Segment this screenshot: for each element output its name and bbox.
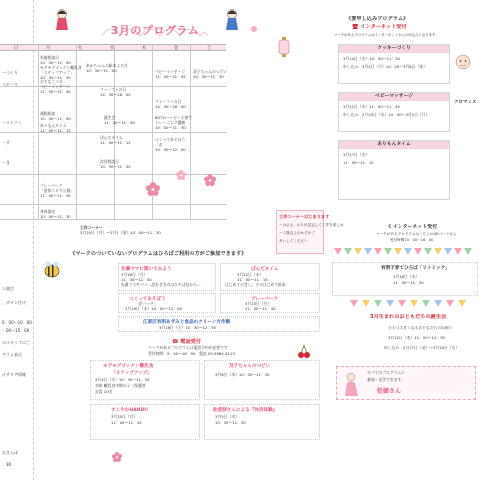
program-name: プレーパーク	[251, 297, 279, 302]
program-subname: 「ステップアップ」	[111, 371, 152, 376]
calendar-title: 3月のプログラム	[110, 24, 200, 37]
program-line: 3月19日（木）10：00～12：00	[125, 306, 182, 311]
program-card	[338, 44, 450, 84]
right-header: 《要申し込みプログラム》	[346, 16, 409, 22]
program-line: 「花パッチ」	[135, 301, 158, 306]
aroma-label: アロマミス	[454, 100, 477, 105]
program-card	[204, 360, 320, 400]
weekday-label: 水	[109, 46, 115, 51]
calendar-event: ぱんだタイム 11：00～11：15	[100, 135, 131, 145]
calendar-event: あかちゃんの絵本よろび 10：30～11：00	[86, 63, 128, 73]
calendar-event: 身体測定 10：00～11：30	[40, 209, 71, 219]
baby-icon	[452, 52, 474, 75]
right-subnote: マークがあるプログラムはインターネットからの申込みとなります	[334, 33, 436, 37]
card-title: ありもんタイム	[339, 141, 449, 149]
craft-corner-banner: 工作コーナー 3月20日（月）～27日（金）10：00～11：30	[80, 225, 161, 235]
program-name: モグモグゴックン離乳食	[103, 364, 154, 369]
calendar-event: 次回相談日 10：30～11：30	[100, 159, 131, 169]
double-chevron-icon: 《	[386, 224, 393, 230]
hina-doll-icon	[224, 8, 240, 30]
reservation-line: マークがあるプログラムは電話予約が必要です	[148, 345, 228, 350]
program-card	[118, 263, 216, 291]
card-title: ベビーマッサージ	[339, 93, 449, 101]
calendar-event: プレーパーク 「夏休くるり公園」 11：00～11：45	[40, 183, 75, 198]
calendar-event: 運動相談 10：00～11：00	[40, 111, 71, 121]
calendar-event: KOTOハッピー子育て トレーニング講座 10：00～11：30	[155, 115, 193, 130]
program-name: 江東区有明あずみと食品のクリーン方作戦	[143, 320, 231, 325]
reservation-title: ☎ 電話受付	[172, 339, 202, 345]
left-strip-line: ーづくり	[2, 70, 18, 75]
program-line: 11：00～11：45	[245, 306, 276, 311]
left-strip-line: おさんぽ	[2, 450, 18, 455]
calendar-event: おさなごパカ ベビーマッサージ 11：00～11：45	[40, 79, 71, 94]
birthday-title: 3月生まれのおともだちの誕生会	[370, 314, 447, 320]
program-name: 先輩ママに聞いてみよう	[121, 267, 172, 272]
program-card	[118, 316, 320, 332]
pregnant-box	[336, 366, 476, 400]
weekday-label: 木	[141, 46, 147, 51]
flower-icon	[204, 174, 216, 187]
left-strip-line: のスタッフにご	[2, 340, 30, 345]
internet-line: 受付時間10：00～16：00	[390, 238, 434, 242]
card-title: クッキーづくり	[339, 45, 449, 53]
library-card	[332, 262, 478, 296]
card-line: 3月10日（火）10：30～11：30	[343, 56, 400, 61]
program-line: 10：30～11：30	[215, 420, 246, 425]
flower-icon	[146, 182, 160, 197]
program-line: 先輩ママやパパ…話をききのはひろば見から…	[121, 282, 201, 287]
left-strip-line: ン遊び	[2, 286, 14, 291]
program-name: 双子ちゃんのつどい	[229, 364, 271, 369]
calendar-weekday-header	[0, 44, 226, 51]
flower-icon	[248, 24, 260, 34]
program-card	[338, 92, 450, 132]
left-strip-line: ベビーマ	[2, 82, 18, 87]
card-line: 3月18日（水）	[393, 274, 420, 279]
program-name: 助産師さんによる『沐浴体験』	[213, 408, 278, 413]
card-title: 有明子育てひろば「リトミック」	[381, 266, 450, 271]
program-card	[220, 293, 320, 313]
calendar-event: ファーファの日 14：30～16：00	[155, 99, 186, 109]
notice-line: ーはささ、のり付見定して工作を楽しめ	[279, 223, 344, 227]
notice-box	[276, 210, 344, 254]
internet-line: マークがあるプログラムはこちらのQRコードから	[376, 232, 457, 236]
left-strip-line: ーき	[2, 160, 10, 165]
calendar-event: つくってあそぼう 「お 10：00～12：00	[155, 137, 186, 152]
section-title: 《マークのついていないプログラムはひろばご利用の方がご参加できます》	[70, 251, 247, 257]
calendar-event: 誕生会 11：00～11：30	[104, 115, 135, 125]
calendar-grid	[0, 44, 226, 236]
program-line: 3月10日（月）	[111, 414, 138, 419]
card-line: 11：00～11：30	[393, 280, 424, 285]
weekday-label: 火	[77, 46, 83, 51]
left-strip-line: ：30	[2, 462, 12, 467]
phone-icon: ☎	[172, 339, 181, 345]
lantern-icon	[276, 36, 292, 59]
internet-header: 《 インターネット受付	[386, 224, 438, 230]
left-strip-line: けテリア情報	[2, 372, 26, 377]
left-strip-line: ：00～15：00	[2, 328, 30, 333]
right-column	[330, 0, 480, 480]
left-strip-line: グラム表示	[2, 352, 22, 357]
notice-line: あいしてください	[279, 239, 308, 243]
program-card	[220, 263, 320, 291]
calendar-event: 双子ちゃんのつどい 10：30～11：30	[193, 69, 228, 79]
pregnant-line: すべてのプログラムに	[367, 370, 405, 375]
left-strip-line: ーストツく	[2, 120, 22, 125]
calendar-title-bar	[100, 20, 210, 38]
program-card	[90, 404, 200, 440]
pregnant-line: 参加・見学できます。	[367, 377, 405, 382]
cherry-icon	[296, 344, 312, 361]
weekday-label: 金	[173, 46, 179, 51]
program-line: 11：00～11：45	[111, 420, 142, 425]
flower-icon	[112, 452, 122, 463]
program-line: 3月4日（火）10：30～11：30	[95, 377, 150, 382]
reservation-line: 受付時間：9：00～16：00 電話 03-5962-4113	[148, 351, 235, 356]
program-line: 11：00～11：15	[237, 277, 268, 282]
program-line: はじめてのきし、そのはじめて絵本	[225, 282, 286, 287]
card-line: 3月17日（火）	[343, 152, 370, 157]
weekday-label: 土	[206, 46, 212, 51]
program-line: 3月16日（月）	[121, 272, 148, 277]
program-name: つくってあそぼう	[129, 297, 166, 302]
birthday-line: 3月12日（木）11：00～11：30	[388, 336, 445, 340]
program-line: 3月12日（木）	[237, 272, 264, 277]
program-line: 11：30～12：00	[121, 277, 152, 282]
notice-line: ー３歳以上のかぞのご	[279, 231, 315, 235]
program-line: 対象 離乳食中期の子・保護者	[95, 383, 146, 388]
bunting-decoration	[330, 248, 480, 256]
right-subheader: 🖥 インターネット受付	[352, 24, 407, 30]
program-line: 3月6日（木）10：30～11：30	[215, 372, 270, 377]
weekday-label: 日	[13, 46, 19, 51]
pregnant-line: 妊婦さん	[377, 388, 402, 395]
weekday-label: 月	[45, 46, 51, 51]
pregnant-woman-icon	[341, 372, 361, 397]
left-strip-line: 、ボタン付け	[2, 300, 26, 305]
card-line: 3月11日（水）11：00～11：45	[343, 104, 400, 109]
program-card	[338, 140, 450, 200]
program-card	[90, 360, 200, 400]
program-card	[118, 293, 216, 313]
notice-line: 工作コーナーはじまります	[279, 214, 330, 219]
card-line: 申し込み：2月25日（水）10：00～3月2日（月）	[343, 112, 430, 117]
program-card	[204, 404, 320, 440]
bee-icon	[42, 260, 62, 281]
birthday-line: ひとつ大きくなるおともだちのお祝い	[388, 326, 453, 330]
birthday-line: 申し込み 2月27日（金）～3月10日（火）	[384, 346, 460, 350]
calendar-event: ファーファの日 14：30～16：00	[100, 87, 131, 97]
bunting-decoration	[350, 300, 470, 308]
card-line: 11：00～11：15	[343, 160, 374, 165]
program-name: すこやかHANDI!	[111, 408, 149, 413]
program-line: 3月5日（水）	[215, 414, 239, 419]
card-line: 申し込み：3月2日（月）10：00～3月6日（金）	[343, 64, 427, 69]
program-line: 3月23日（月）	[245, 301, 272, 306]
calendar-event: ベビーマッサージ 11：00～11：45	[155, 69, 186, 79]
calendar-event: 栄養相談日 10：00～11：00	[40, 55, 71, 65]
calendar-event: モグモグゴックン離乳食 「ステップアップ」 10：30～11：30	[40, 65, 82, 80]
left-strip-line: 0：00～10：00	[2, 320, 32, 325]
program-name: ぱんだタイム	[251, 267, 279, 272]
program-line: 3月16日（土）10：30～12：30	[159, 325, 216, 330]
program-line: 定員 10名	[95, 389, 113, 394]
calendar-event: ありもんタイム 11：00～11：15	[40, 123, 71, 133]
left-strip-line: ーダ	[2, 140, 10, 145]
flower-icon	[176, 170, 186, 181]
internet-icon: 🖥	[352, 24, 361, 30]
hina-doll-icon	[54, 8, 70, 30]
